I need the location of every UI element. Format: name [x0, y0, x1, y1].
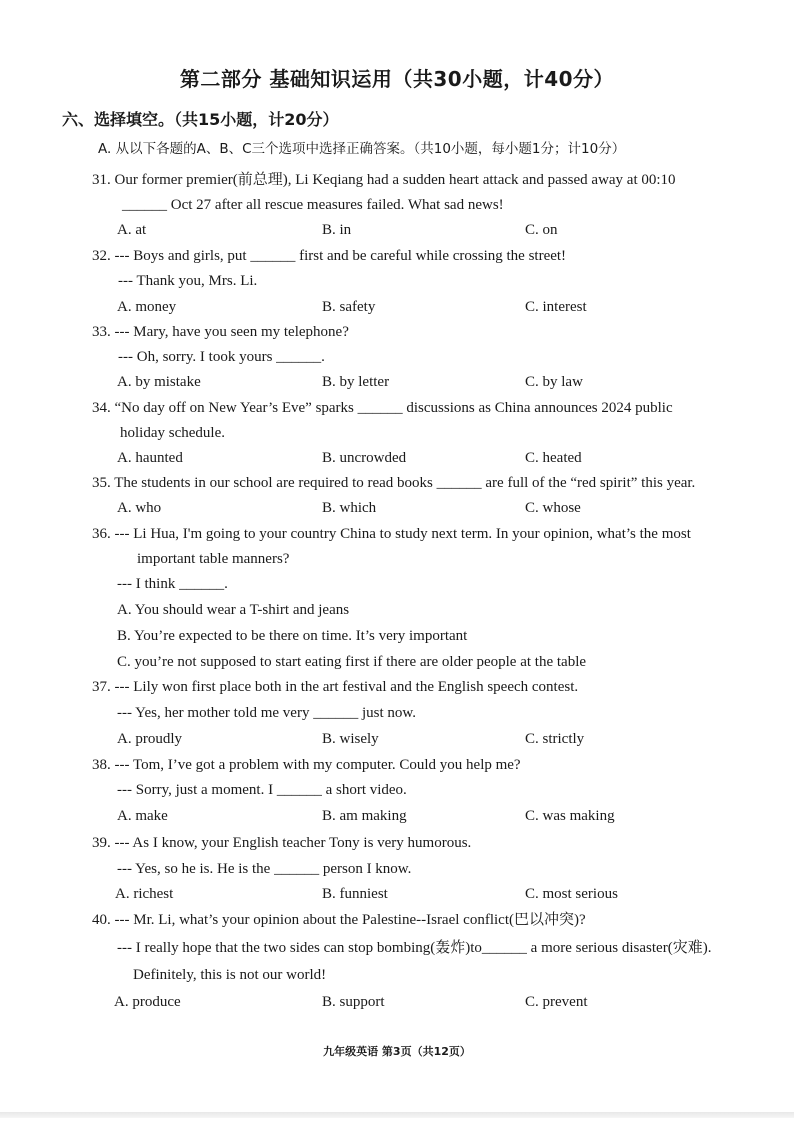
- question-36-line-1: 36. --- Li Hua, I'm going to your country China to study next term. In your opinion, what’s the most: [92, 526, 691, 542]
- question-34-option-a: A. haunted: [117, 450, 183, 466]
- question-33-option-c: C. by law: [525, 374, 583, 390]
- question-37-option-a: A. proudly: [117, 731, 182, 747]
- question-32-option-c: C. interest: [525, 299, 587, 315]
- question-33-option-a: A. by mistake: [117, 374, 201, 390]
- question-39-option-a: A. richest: [115, 886, 174, 902]
- question-33-line-2: --- Oh, sorry. I took yours ______.: [118, 349, 325, 365]
- question-33-option-b: B. by letter: [322, 374, 390, 390]
- question-32-line-2: --- Thank you, Mrs. Li.: [118, 273, 258, 289]
- question-31-line-1: 31. Our former premier(前总理), Li Keqiang had a sudden heart attack and passed away at 00:10: [92, 172, 676, 188]
- question-38-option-a: A. make: [117, 808, 168, 824]
- question-39-line-2: --- Yes, so he is. He is the ______ person I know.: [117, 861, 412, 877]
- question-39-option-c: C. most serious: [525, 886, 618, 902]
- question-40-line-1: 40. --- Mr. Li, what’s your opinion about the Palestine--Israel conflict(巴以冲突)?: [92, 912, 586, 928]
- question-31-line-2: ______ Oct 27 after all rescue measures failed. What sad news!: [122, 197, 504, 213]
- question-39-option-b: B. funniest: [322, 886, 388, 902]
- question-36-line-3: --- I think ______.: [117, 576, 228, 592]
- question-39-line-1: 39. --- As I know, your English teacher Tony is very humorous.: [92, 835, 472, 851]
- question-31-option-a: A. at: [117, 222, 147, 238]
- question-36-option-a: A. You should wear a T-shirt and jeans: [117, 602, 350, 618]
- question-32-line-1: 32. --- Boys and girls, put ______ first and be careful while crossing the street!: [92, 248, 567, 264]
- question-38-line-1: 38. --- Tom, I’ve got a problem with my computer. Could you help me?: [92, 757, 521, 773]
- question-40-option-c: C. prevent: [525, 994, 588, 1010]
- part-title: 第二部分 基础知识运用（共30小题，计40分）: [179, 67, 615, 91]
- question-32-option-a: A. money: [117, 299, 177, 315]
- question-34-line-1: 34. “No day off on New Year’s Eve” sparks ______ discussions as China announces 2024 public: [92, 400, 673, 416]
- question-38-option-c: C. was making: [525, 808, 615, 824]
- section-heading: 六、选择填空。（共15小题，计20分）: [62, 110, 339, 129]
- question-33-line-1: 33. --- Mary, have you seen my telephone?: [92, 324, 349, 340]
- question-37-option-b: B. wisely: [322, 731, 379, 747]
- question-37-line-2: --- Yes, her mother told me very ______ just now.: [117, 705, 416, 721]
- question-40-line-2: --- I really hope that the two sides can stop bombing(轰炸)to______ a more serious disaster(灾难).: [117, 940, 712, 956]
- question-35-option-b: B. which: [322, 500, 377, 516]
- question-34-option-c: C. heated: [525, 450, 582, 466]
- question-35-option-a: A. who: [117, 500, 162, 516]
- question-35-line-1: 35. The students in our school are required to read books ______ are full of the “red spirit” this year.: [92, 475, 696, 491]
- question-32-option-b: B. safety: [322, 299, 376, 315]
- instruction-text: A. 从以下各题的A、B、C三个选项中选择正确答案。（共10小题，每小题1分；计10分）: [98, 141, 626, 157]
- question-37-option-c: C. strictly: [525, 731, 585, 747]
- question-37-line-1: 37. --- Lily won first place both in the art festival and the English speech contest.: [92, 679, 579, 695]
- question-36-line-2: important table manners?: [137, 551, 290, 567]
- question-34-line-2: holiday schedule.: [120, 425, 225, 441]
- question-40-option-a: A. produce: [114, 994, 181, 1010]
- question-34-option-b: B. uncrowded: [322, 450, 407, 466]
- question-31-option-b: B. in: [322, 222, 352, 238]
- page-footer: 九年级英语 第3页（共12页）: [323, 1045, 471, 1058]
- question-36-option-b: B. You’re expected to be there on time. It’s very important: [117, 628, 468, 644]
- question-38-option-b: B. am making: [322, 808, 407, 824]
- question-38-line-2: --- Sorry, just a moment. I ______ a short video.: [117, 782, 407, 798]
- question-36-option-c: C. you’re not supposed to start eating first if there are older people at the table: [117, 654, 587, 670]
- question-35-option-c: C. whose: [525, 500, 581, 516]
- question-40-option-b: B. support: [322, 994, 385, 1010]
- scan-edge: [0, 1112, 794, 1118]
- question-40-line-3: Definitely, this is not our world!: [133, 967, 327, 983]
- question-31-option-c: C. on: [525, 222, 558, 238]
